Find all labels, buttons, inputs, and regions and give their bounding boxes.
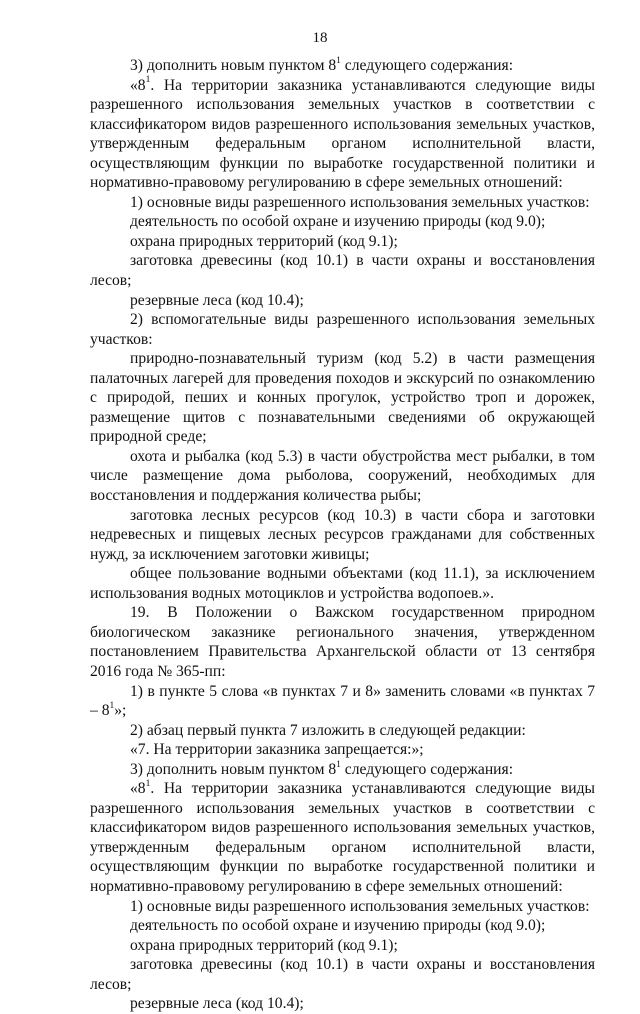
- paragraph-text: заготовка лесных ресурсов (код 10.3) в части сбора и заготовки недревесных и пищевых лесных ресурсов гражданами для собственных нужд, за исключением заготовки живицы;: [90, 506, 595, 563]
- paragraph-text: 1) основные виды разрешенного использования земельных участков:: [130, 897, 590, 915]
- paragraph-text: заготовка древесины (код 10.1) в части охраны и восстановления лесов;: [90, 956, 595, 993]
- paragraph: [90, 740, 595, 760]
- paragraph-text: деятельность по особой охране и изучению природы (код 9.0);: [130, 213, 546, 231]
- superscript: 1: [336, 759, 341, 770]
- paragraph: [90, 349, 595, 447]
- paragraph-text: резервные леса (код 10.4);: [130, 995, 304, 1013]
- paragraph: [90, 897, 595, 917]
- paragraph: [90, 721, 595, 741]
- paragraph: [90, 916, 595, 936]
- paragraph: [90, 447, 595, 506]
- paragraph-text: 1) в пункте 5 слова «в пунктах 7 и 8» заменить словами «в пунктах 7 – 8: [90, 682, 595, 720]
- paragraph-text: охрана природных территорий (код 9.1);: [130, 232, 398, 250]
- paragraph-text-tail: . На территории заказника устанавливаются следующие виды разрешенного использования земельных участков в соответствии с классификатором видов разрешенного использования земельных участков, утвержденным федеральным органом исполнительной власти, осуществляющим функции по выработке государственной политики и нормативно-правовому регулированию в сфере земельных отношений:: [90, 76, 595, 192]
- paragraph-text: «8: [130, 76, 146, 94]
- paragraph-text: «7. На территории заказника запрещается:»;: [130, 741, 424, 759]
- paragraph-text: «8: [130, 780, 146, 798]
- superscript: 1: [145, 779, 151, 790]
- paragraph-text: общее пользование водными объектами (код 11.1), за исключением использования водных мотоциклов и устройства водопоев.».: [90, 565, 595, 602]
- paragraph: [90, 936, 595, 956]
- paragraph: [90, 994, 595, 1014]
- paragraph: [90, 76, 595, 193]
- paragraph: [90, 955, 595, 994]
- paragraph-text: 19. В Положении о Важском государственном природном биологическом заказнике регионального значения, утвержденном постановлением Правительства Архангельской области от 13 сентября 2016 года № 365-пп:: [90, 604, 595, 680]
- paragraph: [90, 682, 595, 721]
- paragraph-text: 3) дополнить новым пунктом 8: [130, 760, 337, 778]
- paragraph-text: заготовка древесины (код 10.1) в части охраны и восстановления лесов;: [90, 252, 595, 290]
- superscript: 1: [336, 55, 341, 66]
- paragraph-text-tail: следующего содержания:: [340, 57, 514, 74]
- paragraph: [90, 760, 595, 780]
- superscript: 1: [145, 75, 151, 86]
- paragraph: [90, 779, 595, 896]
- paragraph-text: природно-познавательный туризм (код 5.2) в части размещения палаточных лагерей для проведения походов и экскурсий по ознакомлению с природой, пеших и конных прогулок, устройство троп и дорожек, размещение щитов с познавательными сведениями об окружающей природной среде;: [90, 350, 595, 446]
- paragraph: [90, 56, 595, 76]
- paragraph: [90, 564, 595, 603]
- paragraph: [90, 291, 595, 311]
- document-body: [90, 56, 595, 1014]
- paragraph-text: резервные леса (код 10.4);: [130, 291, 304, 309]
- paragraph-text: 3) дополнить новым пунктом 8: [130, 57, 337, 74]
- paragraph-text-tail: следующего содержания:: [340, 760, 514, 778]
- paragraph-text: 2) абзац первый пункта 7 изложить в следующей редакции:: [130, 721, 526, 739]
- paragraph-text-tail: . На территории заказника устанавливаются следующие виды разрешенного использования земельных участков в соответствии с классификатором видов разрешенного использования земельных участков, утвержденным федеральным органом исполнительной власти, осуществляющим функции по выработке государственной политики и нормативно-правовому регулированию в сфере земельных отношений:: [90, 780, 595, 895]
- paragraph: [90, 310, 595, 349]
- paragraph-text: 2) вспомогательные виды разрешенного использования земельных участков:: [90, 311, 595, 348]
- superscript: 1: [109, 700, 115, 711]
- paragraph: [90, 506, 595, 565]
- paragraph: [90, 232, 595, 252]
- page-number: 18: [312, 30, 328, 46]
- paragraph: [90, 193, 595, 213]
- paragraph-text-tail: »;: [114, 702, 127, 720]
- paragraph-text: охота и рыбалка (код 5.3) в части обустройства мест рыбалки, в том числе размещение дома рыболова, сооружений, необходимых для восстановления и поддержания количества рыбы;: [90, 447, 595, 505]
- paragraph: [90, 251, 595, 290]
- paragraph: [90, 212, 595, 232]
- paragraph: [90, 603, 595, 681]
- paragraph-text: деятельность по особой охране и изучению природы (код 9.0);: [130, 917, 546, 935]
- paragraph-text: охрана природных территорий (код 9.1);: [130, 936, 398, 954]
- paragraph-text: 1) основные виды разрешенного использования земельных участков:: [130, 193, 590, 211]
